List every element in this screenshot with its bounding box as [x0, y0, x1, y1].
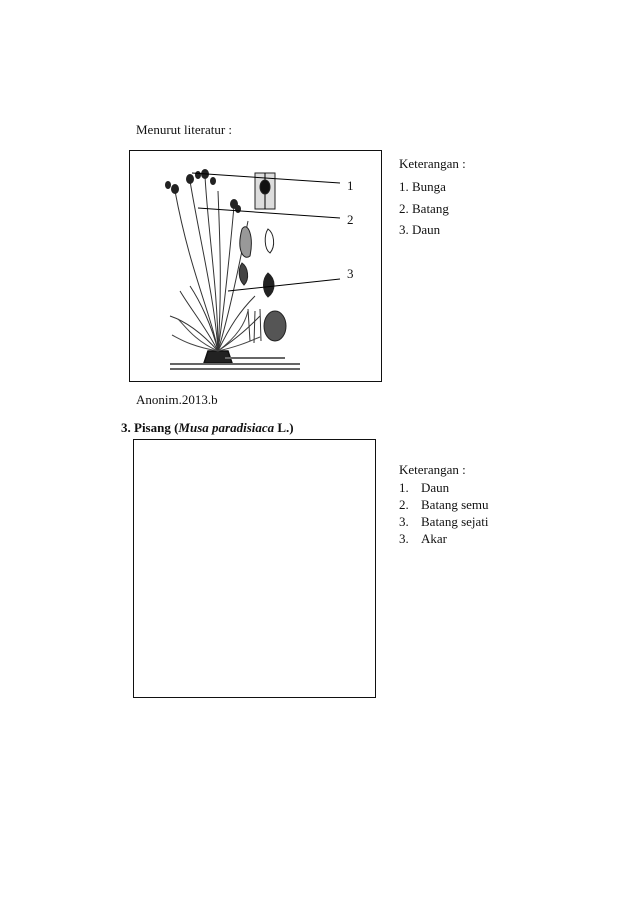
heading-latin-name: Musa paradisiaca	[178, 420, 275, 435]
plant-figure-box	[129, 150, 382, 382]
keterangan-title-1: Keterangan :	[399, 156, 466, 171]
item-number: 3.	[399, 531, 409, 546]
keterangan-item-batang-sejati	[399, 514, 489, 530]
keterangan-title-2: Keterangan :	[399, 462, 466, 477]
plant-illustration	[130, 151, 381, 381]
keterangan-item-bunga: 1. Bunga	[399, 179, 446, 194]
figure-number-3: 3	[347, 266, 354, 281]
intro-text: Menurut literatur :	[136, 122, 233, 137]
figure-caption: Anonim.2013.b	[136, 392, 218, 407]
item-text: Batang semu	[421, 497, 489, 512]
keterangan-list-2	[399, 480, 599, 560]
keterangan-item-batang: 2. Batang	[399, 201, 449, 216]
item-number: 3.	[399, 514, 409, 529]
item-text: Batang sejati	[421, 514, 489, 529]
keterangan-item-batang-semu	[399, 497, 489, 513]
heading-suffix: L.)	[274, 420, 294, 435]
section-heading-pisang	[121, 420, 294, 436]
keterangan-item-daun-2	[399, 480, 449, 496]
item-text: Daun	[421, 480, 450, 495]
keterangan-item-daun: 3. Daun	[399, 222, 441, 237]
keterangan-item-akar	[399, 531, 447, 547]
figure-number-1: 1	[347, 178, 354, 193]
empty-figure-box	[133, 439, 376, 698]
figure-number-2: 2	[347, 212, 354, 227]
heading-prefix: 3. Pisang (	[121, 420, 179, 435]
item-text: Akar	[421, 531, 447, 546]
item-number: 2.	[399, 497, 409, 512]
item-number: 1.	[399, 480, 409, 495]
detail-caption-marks	[170, 357, 300, 370]
